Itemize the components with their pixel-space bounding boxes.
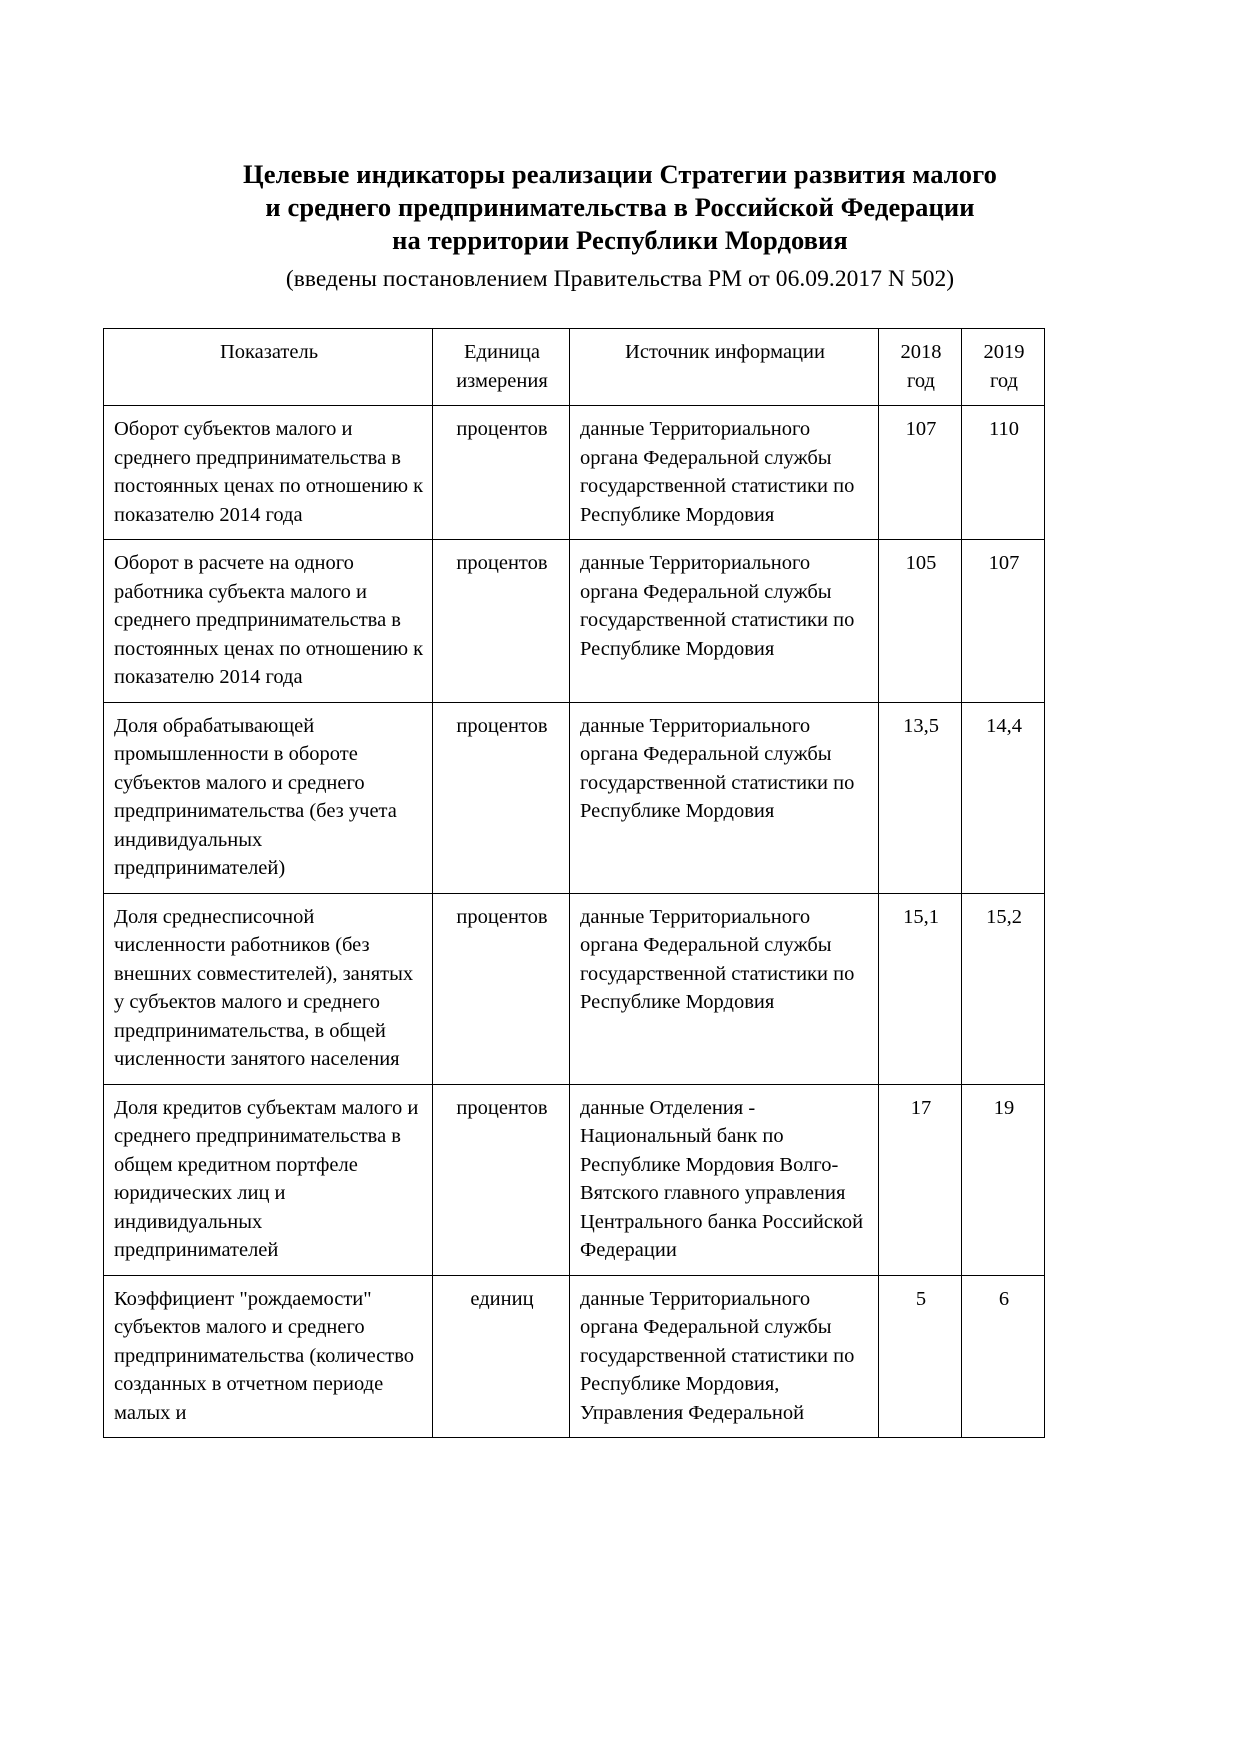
table-row — [104, 1084, 1045, 1275]
cell-year-2019: 107 — [962, 540, 1045, 703]
table-row — [104, 893, 1045, 1084]
cell-unit: процентов — [433, 702, 570, 893]
cell-year-2019: 6 — [962, 1275, 1045, 1438]
cell-indicator: Оборот в расчете на одного работника субъекта малого и среднего предпринимательства в постоянных ценах по отношению к показателю 2014 года — [104, 540, 433, 703]
title-line-1: Целевые индикаторы реализации Стратегии развития малого — [243, 159, 997, 189]
cell-year-2018: 107 — [879, 406, 962, 540]
cell-source: данные Территориального органа Федеральной службы государственной статистики по Республике Мордовия — [570, 702, 879, 893]
indicators-table — [103, 328, 1045, 1438]
column-header-unit-line2: измерения — [456, 369, 548, 392]
cell-source: данные Отделения - Национальный банк по Республике Мордовия Волго-Вятского главного управления Центрального банка Российской Федерации — [570, 1084, 879, 1275]
cell-year-2018: 17 — [879, 1084, 962, 1275]
table-header-row — [104, 329, 1045, 406]
table-row — [104, 1275, 1045, 1438]
column-header-year-2018-number: 2018 — [900, 341, 942, 363]
cell-indicator: Доля кредитов субъектам малого и среднего предпринимательства в общем кредитном портфеле юридических лиц и индивидуальных предпринимателей — [104, 1084, 433, 1275]
page-title — [0, 0, 1240, 296]
column-header-year-2018 — [879, 329, 962, 406]
cell-unit: единиц — [433, 1275, 570, 1438]
cell-year-2019: 110 — [962, 406, 1045, 540]
cell-year-2018: 5 — [879, 1275, 962, 1438]
table-row — [104, 702, 1045, 893]
cell-indicator: Доля обрабатывающей промышленности в обороте субъектов малого и среднего предпринимательства (без учета индивидуальных предпринимателей) — [104, 702, 433, 893]
cell-year-2019: 19 — [962, 1084, 1045, 1275]
column-header-source: Источник информации — [570, 329, 879, 406]
cell-source: данные Территориального органа Федеральной службы государственной статистики по Республике Мордовия — [570, 540, 879, 703]
cell-source: данные Территориального органа Федеральной службы государственной статистики по Республике Мордовия — [570, 893, 879, 1084]
cell-year-2018: 105 — [879, 540, 962, 703]
column-header-indicator: Показатель — [104, 329, 433, 406]
table-row — [104, 406, 1045, 540]
cell-year-2019: 15,2 — [962, 893, 1045, 1084]
column-header-unit — [433, 329, 570, 406]
cell-source: данные Территориального органа Федеральной службы государственной статистики по Республике Мордовия, Управления Федеральной — [570, 1275, 879, 1438]
cell-year-2019: 14,4 — [962, 702, 1045, 893]
cell-unit: процентов — [433, 406, 570, 540]
cell-unit: процентов — [433, 1084, 570, 1275]
cell-source: данные Территориального органа Федеральной службы государственной статистики по Республике Мордовия — [570, 406, 879, 540]
column-header-year-2019-number: 2019 — [983, 341, 1025, 363]
cell-year-2018: 13,5 — [879, 702, 962, 893]
cell-indicator: Оборот субъектов малого и среднего предпринимательства в постоянных ценах по отношению к показателю 2014 года — [104, 406, 433, 540]
cell-unit: процентов — [433, 893, 570, 1084]
cell-year-2018: 15,1 — [879, 893, 962, 1084]
column-header-year-2019 — [962, 329, 1045, 406]
column-header-unit-line1: Единица — [464, 341, 540, 363]
cell-indicator: Коэффициент "рождаемости" субъектов малого и среднего предпринимательства (количество созданных в отчетном периоде малых и — [104, 1275, 433, 1438]
cell-indicator: Доля среднесписочной численности работников (без внешних совместителей), занятых у субъектов малого и среднего предпринимательства, в общей численности занятого населения — [104, 893, 433, 1084]
title-line-3: на территории Республики Мордовия — [392, 225, 848, 255]
cell-unit: процентов — [433, 540, 570, 703]
column-header-year-2019-label: год — [990, 369, 1018, 392]
document-subtitle: (введены постановлением Правительства РМ от 06.09.2017 N 502) — [285, 266, 955, 292]
title-line-2: и среднего предпринимательства в Российской Федерации — [265, 192, 975, 222]
column-header-year-2018-label: год — [907, 369, 935, 392]
table-row — [104, 540, 1045, 703]
